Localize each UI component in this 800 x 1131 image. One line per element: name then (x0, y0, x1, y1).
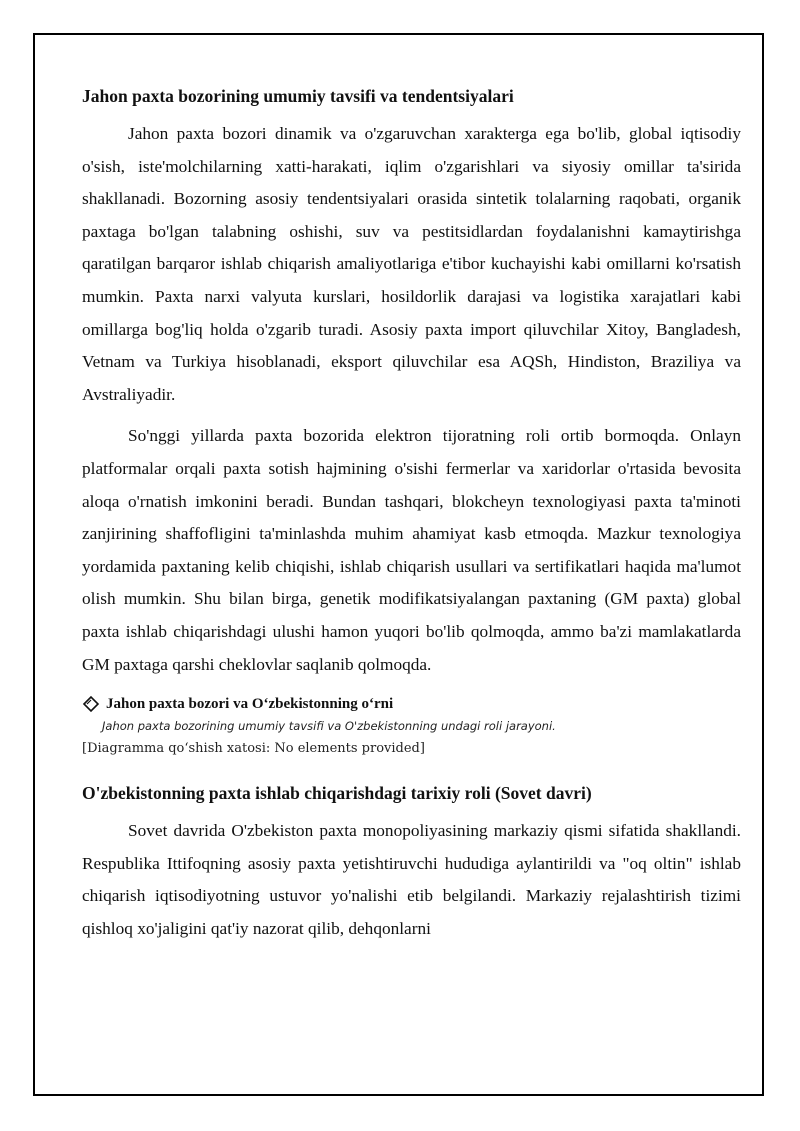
paragraph-market-overview: Jahon paxta bozori dinamik va o'zgaruvchan xarakterga ega bo'lib, global iqtisodiy o'sish, iste'molchilarning xatti-harakati, iqlim o'zgarishlari va siyosiy omillar ta'sirida shakllanadi. Bozorning asosiy tendentsiyalari orasida sintetik tolalarning raqobati, organik paxtaga bo'lgan talabning oshishi, suv va pestitsidlardan foydalanishni kamaytirishga qaratilgan barqaror ishlab chiqarish amaliyotlariga e'tibor kuchayishi kabi omillarni ko'rsatish mumkin. Paxta narxi valyuta kurslari, hosildorlik darajasi va logistika xarajatlari kabi omillarga bog'liq holda o'zgarib turadi. Asosiy paxta import qiluvchilar Xitoy, Bangladesh, Vetnam va Turkiya hisoblanadi, eksport qiluvchilar esa AQSh, Hindiston, Braziliya va Avstraliyadir. (82, 124, 741, 404)
paragraph-soviet-period: Sovet davrida O'zbekiston paxta monopoliyasining markaziy qismi sifatida shakllandi. Respublika Ittifoqning asosiy paxta yetishtiruvchi hududiga aylantirildi va "oq oltin" ishlab chiqarish iqtisodiyotning ustuvor yo'nalishi etib belgilandi. Markaziy rejalashtirish tizimi qishloq xo'jaligini qat'iy nazorat qilib, dehqonlarni (82, 821, 741, 938)
section-heading-world-cotton-market: Jahon paxta bozorining umumiy tavsifi va tendentsiyalari (82, 86, 514, 106)
diagram-title (82, 693, 741, 715)
paragraph-e-commerce: So'nggi yillarda paxta bozorida elektron tijoratning roli ortib bormoqda. Onlayn platformalar orqali paxta sotish hajmining o'sishi fermerlar va xaridorlar o'rtasida bevosita aloqa o'rnatish imkonini beradi. Bundan tashqari, blokcheyn texnologiyasi paxta ta'minoti zanjirining shaffofligini ta'minlashda muhim ahamiyat kasb etmoqda. Mazkur texnologiya yordamida paxtaning kelib chiqishi, ishlab chiqarish usullari va sertifikatlari haqida ma'lumot olish mumkin. Shu bilan birga, genetik modifikatsiyalangan paxtaning (GM paxta) global paxta ishlab chiqarishdagi ulushi hamon yuqori bo'lib qolmoqda, ammo ba'zi mamlakatlarda GM paxtaga qarshi cheklovlar saqlanib qolmoqda. (82, 426, 741, 674)
document-body (82, 84, 741, 954)
diagram-error-message: [Diagramma qo‘shish xatosi: No elements provided] (82, 741, 425, 757)
diamond-outline-icon (82, 695, 100, 713)
section-heading-soviet-period: O'zbekistonning paxta ishlab chiqarishdagi tarixiy roli (Sovet davri) (82, 783, 592, 804)
diagram-title-text: Jahon paxta bozori va O‘zbekistonning o‘rni (106, 696, 394, 713)
diagram-caption: Jahon paxta bozorining umumiy tavsifi va O'zbekistonning undagi roli jarayoni. (102, 719, 556, 734)
